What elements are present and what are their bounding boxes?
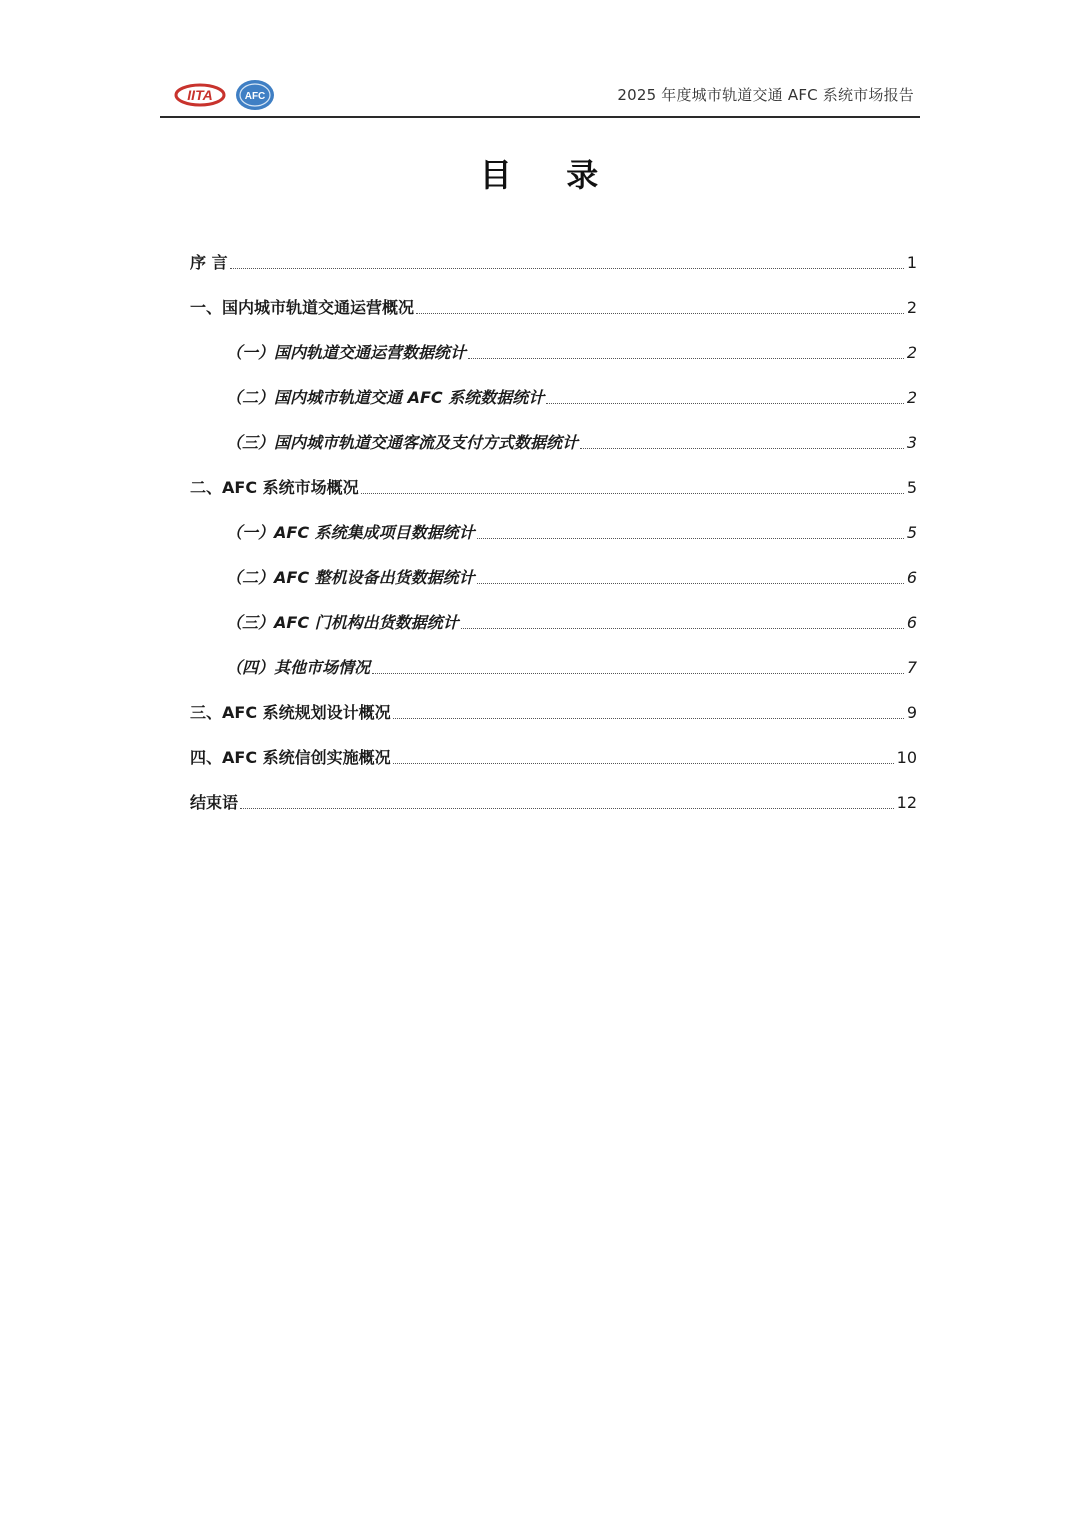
toc-entry-page: 2: [906, 343, 917, 362]
toc-entry-label: 序 言: [190, 253, 228, 272]
toc-subentry[interactable]: [190, 318, 917, 363]
afc-logo-text: AFC: [244, 91, 266, 102]
toc-entry-label: （三）国内城市轨道交通客流及支付方式数据统计: [226, 433, 579, 452]
page-header: [160, 70, 920, 118]
toc-entry-label: 三、AFC 系统规划设计概况: [190, 703, 391, 722]
toc-entry-page: 10: [896, 748, 917, 767]
toc-entry[interactable]: [190, 723, 917, 768]
toc-entry-page: 7: [906, 658, 917, 677]
toc-leader-dots: [477, 538, 904, 539]
toc-entry-page: 9: [906, 703, 917, 722]
toc-entry-page: 6: [906, 613, 917, 632]
toc-leader-dots: [240, 808, 894, 809]
toc-subentry[interactable]: [190, 408, 917, 453]
toc-entry-page: 6: [906, 568, 917, 587]
toc-entry-label: 一、国内城市轨道交通运营概况: [190, 298, 415, 317]
toc-entry[interactable]: [190, 678, 917, 723]
toc-heading: 目 录: [479, 156, 601, 194]
toc-entry-page: 5: [906, 478, 917, 497]
iita-logo: [174, 82, 228, 108]
toc-entry-label: （四）其他市场情况: [226, 658, 371, 677]
header-logos: [174, 78, 276, 112]
toc-leader-dots: [477, 583, 904, 584]
toc-entry[interactable]: [190, 768, 917, 813]
toc-entry-label: （二）AFC 整机设备出货数据统计: [226, 568, 475, 587]
toc-entry-label: （一）AFC 系统集成项目数据统计: [226, 523, 475, 542]
toc-subentry[interactable]: [190, 633, 917, 678]
toc-entry[interactable]: [190, 228, 917, 273]
toc-leader-dots: [546, 403, 904, 404]
toc-leader-dots: [580, 448, 904, 449]
toc-entry-page: 2: [906, 298, 917, 317]
toc-entry-label: （二）国内城市轨道交通 AFC 系统数据统计: [226, 388, 545, 407]
toc-leader-dots: [361, 493, 904, 494]
toc-entry-label: （三）AFC 门机构出货数据统计: [226, 613, 459, 632]
iita-logo-text: IITA: [187, 87, 213, 103]
toc-leader-dots: [372, 673, 904, 674]
toc-entry-page: 2: [906, 388, 917, 407]
toc-subentry[interactable]: [190, 363, 917, 408]
report-title: 2025 年度城市轨道交通 AFC 系统市场报告: [617, 86, 914, 104]
afc-logo: [234, 78, 276, 112]
toc-entry-page: 1: [906, 253, 917, 272]
toc-leader-dots: [461, 628, 904, 629]
toc-subentry[interactable]: [190, 588, 917, 633]
toc-leader-dots: [230, 268, 904, 269]
toc-entry-page: 3: [906, 433, 917, 452]
toc-entry-label: 四、AFC 系统信创实施概况: [190, 748, 391, 767]
toc-leader-dots: [393, 718, 904, 719]
toc-entry[interactable]: [190, 453, 917, 498]
toc-entry[interactable]: [190, 273, 917, 318]
toc-subentry[interactable]: [190, 498, 917, 543]
toc-entry-label: 二、AFC 系统市场概况: [190, 478, 359, 497]
toc-entry-label: 结束语: [190, 793, 239, 812]
toc-leader-dots: [393, 763, 894, 764]
toc-entry-page: 12: [896, 793, 917, 812]
toc-leader-dots: [468, 358, 904, 359]
toc-subentry[interactable]: [190, 543, 917, 588]
table-of-contents: [190, 228, 917, 813]
toc-entry-page: 5: [906, 523, 917, 542]
toc-leader-dots: [416, 313, 904, 314]
toc-entry-label: （一）国内轨道交通运营数据统计: [226, 343, 467, 362]
